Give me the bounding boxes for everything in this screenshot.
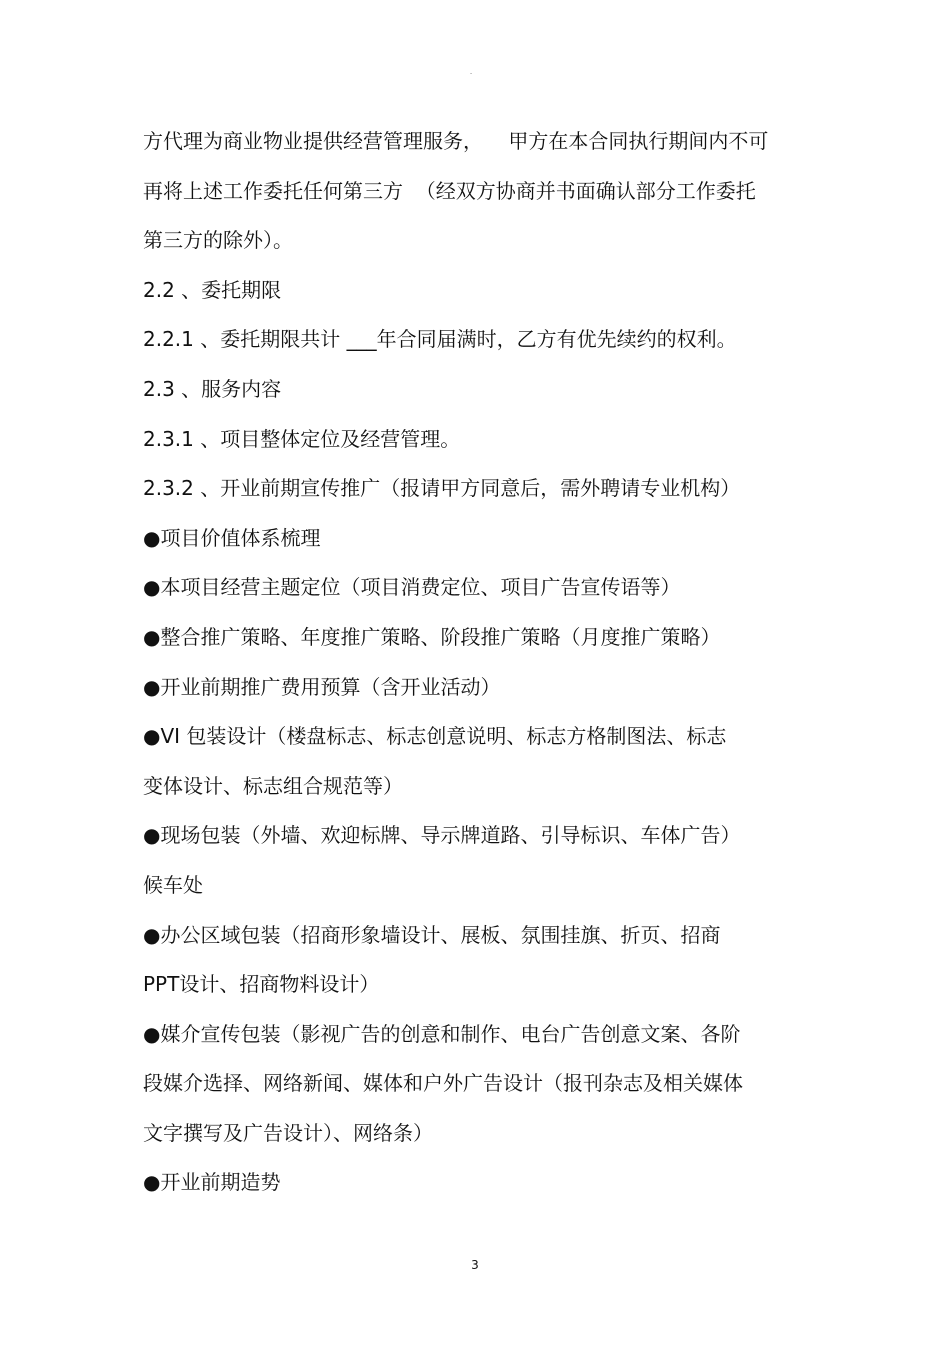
paragraph-line: 方代理为商业物业提供经营管理服务， 甲方在本合同执行期间内不可 <box>143 129 769 153</box>
header-mark: - <box>470 70 473 77</box>
clause-line: 2.3.1 、项目整体定位及经营管理。 <box>143 426 461 451</box>
section-heading: 2.2 、委托期限 <box>143 277 282 302</box>
clause-line: 2.2.1 、委托期限共计 ___年合同届满时，乙方有优先续约的权利。 <box>143 327 737 352</box>
bullet-item: ●开业前期造势 <box>143 1170 281 1195</box>
paragraph-line: 第三方的除外）。 <box>143 228 293 253</box>
bullet-continuation: 段媒介选择、网络新闻、媒体和户外广告设计（报刊杂志及相关媒体 <box>143 1071 743 1096</box>
bullet-item: ●VI 包装设计（楼盘标志、标志创意说明、标志方格制图法、标志 <box>143 724 727 749</box>
paragraph-line: 再将上述工作委托任何第三方 （经双方协商并书面确认部分工作委托 <box>143 178 756 203</box>
bullet-item: ●办公区域包装（招商形象墙设计、展板、氛围挂旗、折页、招商 <box>143 922 721 947</box>
bullet-continuation: 变体设计、标志组合规范等） <box>143 773 403 798</box>
bullet-item: ●媒介宣传包装（影视广告的创意和制作、电台广告创意文案、各阶 <box>143 1021 741 1046</box>
bullet-item: ●开业前期推广费用预算（含开业活动） <box>143 674 501 699</box>
bullet-continuation: 文字撰写及广告设计）、网络条） <box>143 1120 433 1145</box>
bullet-item: ●项目价值体系梳理 <box>143 525 321 550</box>
bullet-item: ●现场包装（外墙、欢迎标牌、导示牌道路、引导标识、车体广告） <box>143 823 741 848</box>
document-body <box>143 124 823 1215</box>
page-number: 3 <box>471 1258 479 1272</box>
bullet-continuation: 候车处 <box>143 872 203 897</box>
section-heading: 2.3 、服务内容 <box>143 376 282 401</box>
bullet-item: ●本项目经营主题定位（项目消费定位、项目广告宣传语等） <box>143 575 681 600</box>
bullet-item: ●整合推广策略、年度推广策略、阶段推广策略（月度推广策略） <box>143 624 721 649</box>
bullet-continuation: PPT设计、招商物料设计） <box>143 972 380 997</box>
clause-line: 2.3.2 、开业前期宣传推广（报请甲方同意后，需外聘请专业机构） <box>143 476 741 501</box>
